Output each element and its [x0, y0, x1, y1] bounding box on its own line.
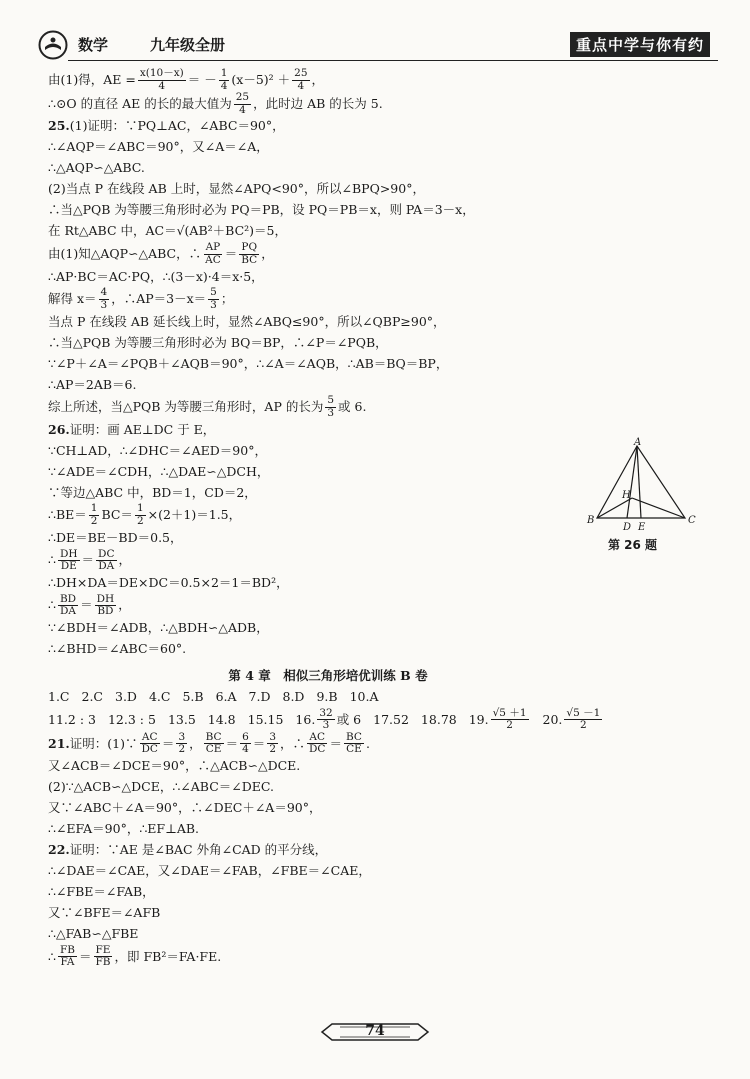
- denominator: 2: [579, 719, 587, 732]
- fraction: [204, 732, 224, 756]
- denominator: CE: [346, 743, 362, 756]
- text-run: 18.: [420, 711, 441, 727]
- solutions-block-2: [48, 732, 608, 969]
- solution-line: [48, 332, 608, 353]
- numerator: 32: [319, 706, 333, 719]
- denominator: 4: [158, 79, 166, 92]
- numerator: √5 ＋1: [492, 706, 527, 719]
- text-run: ∴AP·BC＝AC·PQ，∴(3－x)·4＝x·5，: [48, 268, 264, 284]
- fraction: [240, 732, 251, 756]
- fraction: [317, 708, 334, 732]
- chapter-title: 第 4 章 相似三角形培优训练 B 卷: [228, 668, 428, 683]
- text-run: ∴△FAB∽△FBE: [48, 926, 139, 942]
- numerator: AC: [309, 730, 326, 743]
- text-run: ＝: [252, 735, 266, 751]
- solution-line: [48, 732, 608, 756]
- text-run: .: [365, 735, 370, 751]
- solution-line: [48, 639, 608, 660]
- page-number-banner: [320, 1020, 430, 1044]
- numerator: 1: [90, 502, 98, 515]
- solution-line: [48, 798, 608, 819]
- text-run: 又∠ACB＝∠DCE＝90°，∴△ACB∽△DCE.: [48, 758, 301, 774]
- fraction: [234, 92, 251, 116]
- solution-line: [48, 137, 608, 158]
- denominator: 4: [297, 79, 305, 92]
- text-run: 78: [440, 711, 457, 727]
- solution-line: [48, 419, 608, 440]
- text-run: ＝: [81, 552, 95, 568]
- numerator: AC: [141, 730, 158, 743]
- fill-answer: [543, 708, 605, 732]
- numerator: DC: [98, 547, 115, 560]
- fraction: [564, 708, 602, 732]
- denominator: CE: [205, 743, 222, 756]
- text-run: 17.: [373, 711, 394, 727]
- mc-answer: 6.A: [215, 689, 237, 704]
- denominator: 2: [506, 719, 513, 732]
- figure-caption: 第 26 题: [608, 538, 658, 552]
- text-run: 由(1)得，AE =: [48, 71, 136, 87]
- text-run: ∴当△PQB 为等腰三角形时必为 BQ＝BP，∴∠P＝∠PQB，: [48, 334, 388, 350]
- label-h: H: [622, 490, 631, 501]
- fraction: [99, 287, 110, 311]
- denominator: DA: [60, 605, 77, 618]
- denominator: BD: [97, 605, 114, 618]
- text-run: 证明：∵AE 是∠BAC 外角∠CAD 的平分线，: [69, 842, 328, 858]
- solution-line: [48, 353, 608, 374]
- label-c: C: [688, 515, 696, 526]
- numerator: 25: [235, 91, 250, 104]
- mc-answer: 5.B: [182, 689, 204, 704]
- numerator: 6: [242, 730, 249, 743]
- numerator: 1: [136, 502, 144, 515]
- numerator: x(10－x): [139, 67, 184, 79]
- numerator: 5: [210, 286, 217, 299]
- mc-answer: 8.D: [282, 689, 305, 704]
- solution-line: [48, 395, 608, 419]
- text-run: ∵等边△ABC 中，BD＝1，CD＝2，: [48, 484, 257, 500]
- text-run: ∴: [48, 948, 56, 964]
- denominator: 2: [178, 743, 186, 756]
- solution-line: [48, 573, 608, 594]
- text-run: 11.: [48, 711, 68, 727]
- fraction: [89, 503, 100, 527]
- fraction: [58, 594, 78, 618]
- mc-answer: 9.B: [316, 689, 338, 704]
- solution-line: [48, 116, 608, 137]
- solution-line: [48, 861, 608, 882]
- text-run: 14.: [207, 711, 228, 727]
- text-run: ∴∠FBE＝∠FAB，: [48, 884, 155, 900]
- numerator: BC: [205, 730, 222, 743]
- question-number: 25.: [48, 118, 70, 134]
- text-run: ，: [311, 71, 325, 87]
- solution-line: [48, 882, 608, 903]
- text-run: ＝: [224, 245, 238, 261]
- text-run: (1)证明：∵PQ⊥AC，∠ABC＝90°，: [69, 118, 285, 134]
- label-d: D: [623, 522, 632, 533]
- fraction: [95, 594, 117, 618]
- text-run: ，此时边 AB 的长为 5.: [253, 95, 383, 111]
- denominator: 2: [269, 743, 276, 756]
- text-run: 当点 P 在线段 AB 延长线上时，显然∠ABQ≤90°，所以∠QBP≥90°，: [48, 313, 446, 329]
- solution-line: [48, 374, 608, 395]
- text-run: 12.: [107, 711, 128, 727]
- text-run: 8: [227, 711, 236, 727]
- text-run: 3 : 5: [127, 711, 156, 727]
- mc-answer: 4.C: [148, 689, 171, 704]
- mc-answer: 3.D: [115, 689, 137, 704]
- numerator: AP: [205, 241, 221, 254]
- fill-answer: [207, 711, 236, 727]
- solution-line: [48, 158, 608, 179]
- denominator: DA: [98, 560, 115, 573]
- solution-line: [48, 819, 608, 840]
- text-run: ＝ －: [187, 71, 217, 87]
- numerator: DH: [59, 547, 78, 560]
- solution-line: [48, 777, 608, 798]
- answer-content: [48, 68, 608, 969]
- solution-line: [48, 68, 608, 92]
- book-logo-icon: [38, 30, 68, 60]
- text-run: ∵CH⊥AD，∴∠DHC＝∠AED＝90°，: [48, 442, 267, 458]
- numerator: DH: [96, 592, 115, 605]
- text-run: (2)当点 P 在线段 AB 上时，显然∠APQ<90°，所以∠BPQ>90°，: [48, 181, 425, 197]
- fraction: [176, 732, 187, 756]
- denominator: DC: [141, 743, 158, 756]
- denominator: 3: [327, 406, 335, 419]
- solution-line: [48, 461, 608, 482]
- question-number: 21.: [48, 735, 70, 751]
- solution-line: [48, 756, 608, 777]
- text-run: ∴∠BHD＝∠ABC＝60°.: [48, 641, 187, 656]
- text-run: ，: [189, 735, 202, 751]
- fraction: [135, 503, 146, 527]
- solution-line: [48, 440, 608, 461]
- solution-line: [48, 549, 608, 573]
- solution-line: [48, 221, 608, 242]
- text-run: ，即 FB²＝FA·FE.: [114, 948, 222, 964]
- denominator: 4: [239, 103, 246, 116]
- numerator: 4: [100, 286, 108, 299]
- fraction: [96, 549, 116, 573]
- fraction: [139, 732, 159, 756]
- text-run: (x－5)² ＋: [231, 71, 291, 87]
- solution-line: [48, 924, 608, 945]
- text-run: 综上所述，当△PQB 为等腰三角形时，AP 的长为: [48, 399, 324, 415]
- text-run: ∵∠BDH＝∠ADB，∴△BDH∽△ADB，: [48, 620, 269, 635]
- numerator: 3: [269, 730, 276, 743]
- text-run: 解得 x＝: [48, 291, 97, 307]
- numerator: PQ: [241, 241, 258, 254]
- fraction: [239, 242, 259, 266]
- solution-line: [48, 503, 608, 527]
- text-run: ∴BE＝: [48, 507, 87, 523]
- denominator: 3: [210, 298, 217, 311]
- solution-line: [48, 482, 608, 503]
- numerator: 25: [294, 67, 308, 79]
- denominator: FB: [95, 956, 111, 969]
- denominator: 2: [90, 515, 98, 528]
- denominator: AC: [205, 253, 221, 266]
- text-run: ，∴: [280, 735, 306, 751]
- numerator: 5: [327, 394, 335, 407]
- solution-line: [48, 287, 608, 311]
- solution-line: [48, 618, 608, 639]
- numerator: √5 －1: [566, 706, 601, 719]
- text-run: ∴: [48, 552, 56, 568]
- text-run: ＝: [225, 735, 239, 751]
- mc-answer: 10.A: [349, 689, 379, 704]
- text-run: ＝: [161, 735, 175, 751]
- text-run: 由(1)知△AQP∽△ABC，∴: [48, 245, 202, 261]
- text-run: 在 Rt△ABC 中，AC＝√(AB²＋BC²)＝5，: [48, 223, 287, 239]
- fraction: [208, 287, 219, 311]
- numerator: BD: [59, 592, 77, 605]
- denominator: FA: [60, 956, 75, 969]
- fill-in-answers: [48, 708, 608, 732]
- fraction: [93, 945, 112, 969]
- text-run: 或 6.: [338, 399, 367, 415]
- fill-answer: [469, 708, 531, 732]
- text-run: ；: [220, 291, 234, 307]
- text-run: 16.: [295, 711, 316, 727]
- text-run: 2 : 3: [67, 711, 96, 727]
- fill-answer: [167, 711, 196, 727]
- fill-answer: [107, 711, 156, 727]
- fill-answer: [295, 708, 361, 732]
- fraction: [138, 68, 186, 92]
- text-run: ∴∠DAE＝∠CAE，又∠DAE＝∠FAB，∠FBE＝∠CAE，: [48, 863, 371, 879]
- fraction: [307, 732, 327, 756]
- header-rule: [68, 60, 718, 61]
- text-run: BC＝: [101, 507, 133, 523]
- multiple-choice-answers: [48, 687, 608, 708]
- fill-answer: [420, 711, 457, 727]
- text-run: 又∵∠ABC＋∠A＝90°，∴∠DEC＋∠A＝90°，: [48, 800, 322, 816]
- solution-line: [48, 945, 608, 969]
- text-run: 或 6: [336, 711, 362, 727]
- fill-answer: [247, 711, 284, 727]
- label-a: A: [634, 437, 642, 448]
- grade-label: 九年级全册: [150, 36, 226, 54]
- fraction: [292, 68, 309, 92]
- subject-label: 数学: [78, 36, 109, 54]
- series-title: 重点中学与你有约: [570, 32, 710, 57]
- text-run: ，∴AP＝3－x＝: [111, 291, 207, 307]
- fraction: [219, 68, 230, 92]
- text-run: ∴AP＝2AB＝6.: [48, 376, 137, 392]
- text-run: ∵∠P＋∠A＝∠PQB＋∠AQB＝90°，∴∠A＝∠AQB，∴AB＝BQ＝BP，: [48, 355, 449, 371]
- solution-line: [48, 266, 608, 287]
- fraction: [344, 732, 364, 756]
- text-run: ∴∠AQP＝∠ABC＝90°，又∠A＝∠A，: [48, 139, 269, 155]
- text-run: ∴DH×DA＝DE×DC＝0.5×2＝1＝BD²，: [48, 574, 289, 590]
- numerator: FE: [95, 943, 111, 956]
- solution-line: [48, 200, 608, 221]
- denominator: 3: [100, 298, 108, 311]
- solution-line: [48, 903, 608, 924]
- numerator: 3: [178, 730, 186, 743]
- text-run: 证明：画 AE⊥DC 于 E，: [69, 421, 216, 437]
- numerator: 1: [220, 67, 228, 79]
- denominator: 4: [220, 79, 228, 92]
- text-run: ，: [118, 552, 132, 568]
- text-run: 52: [393, 711, 409, 727]
- label-e: E: [638, 522, 646, 533]
- text-run: ＝: [329, 735, 342, 751]
- fraction: [58, 549, 80, 573]
- question-number: 22.: [48, 842, 70, 858]
- solution-line: [48, 179, 608, 200]
- page-header: [28, 28, 718, 62]
- mc-answer: 2.C: [81, 689, 103, 704]
- fraction: [203, 242, 223, 266]
- fraction: [58, 945, 77, 969]
- fraction: [267, 732, 278, 756]
- solution-line: [48, 840, 608, 861]
- text-run: ∵∠ADE＝∠CDH，∴△DAE∽△DCH，: [48, 463, 270, 479]
- text-run: ∴⊙O 的直径 AE 的长的最大值为: [48, 95, 232, 111]
- text-run: ×(2＋1)＝1.5，: [147, 507, 242, 523]
- text-run: ∴: [48, 597, 56, 613]
- text-run: ，: [261, 245, 274, 261]
- numerator: FB: [59, 943, 75, 956]
- solutions-block-1: [48, 68, 608, 660]
- fill-answer: [373, 711, 409, 727]
- text-run: ＝: [80, 597, 93, 613]
- text-run: 15: [267, 711, 284, 727]
- question-number: 26.: [48, 421, 70, 437]
- page-number: 74: [365, 1023, 385, 1039]
- denominator: 3: [322, 719, 330, 732]
- segment-ad: [627, 446, 637, 518]
- denominator: DE: [60, 560, 77, 573]
- text-run: 15.: [247, 711, 268, 727]
- label-b: B: [587, 515, 595, 526]
- solution-line: [48, 242, 608, 266]
- denominator: DC: [309, 743, 326, 756]
- denominator: 2: [136, 515, 144, 528]
- mc-answer: 1.C: [48, 689, 70, 704]
- text-run: ∴当△PQB 为等腰三角形时必为 PQ＝PB，设 PQ＝PB＝x，则 PA＝3－x，: [48, 202, 475, 218]
- fraction: [491, 708, 529, 732]
- text-run: 20.: [542, 711, 563, 727]
- mc-answer: 7.D: [248, 689, 271, 704]
- segment-ae: [637, 446, 641, 518]
- text-run: ∴DE＝BE－BD＝0.5，: [48, 529, 183, 545]
- denominator: BC: [241, 253, 258, 266]
- solution-line: [48, 594, 608, 618]
- solution-line: [48, 311, 608, 332]
- text-run: ，: [118, 597, 131, 613]
- text-run: ∴∠EFA＝90°，∴EF⊥AB.: [48, 821, 200, 837]
- denominator: 4: [242, 743, 249, 756]
- solution-line: [48, 528, 608, 549]
- fill-answer: [48, 711, 96, 727]
- text-run: ＝: [78, 948, 92, 964]
- solution-line: [48, 92, 608, 116]
- text-run: 又∵∠BFE＝∠AFB: [48, 905, 161, 921]
- text-run: 证明：(1)∵: [69, 735, 138, 751]
- text-run: 13.: [167, 711, 188, 727]
- text-run: (2)∵△ACB∽△DCE，∴∠ABC＝∠DEC.: [48, 779, 274, 795]
- text-run: 19.: [468, 711, 489, 727]
- fraction: [325, 395, 336, 419]
- text-run: 5: [187, 711, 196, 727]
- text-run: ∴△AQP∽△ABC.: [48, 160, 145, 176]
- numerator: BC: [345, 730, 362, 743]
